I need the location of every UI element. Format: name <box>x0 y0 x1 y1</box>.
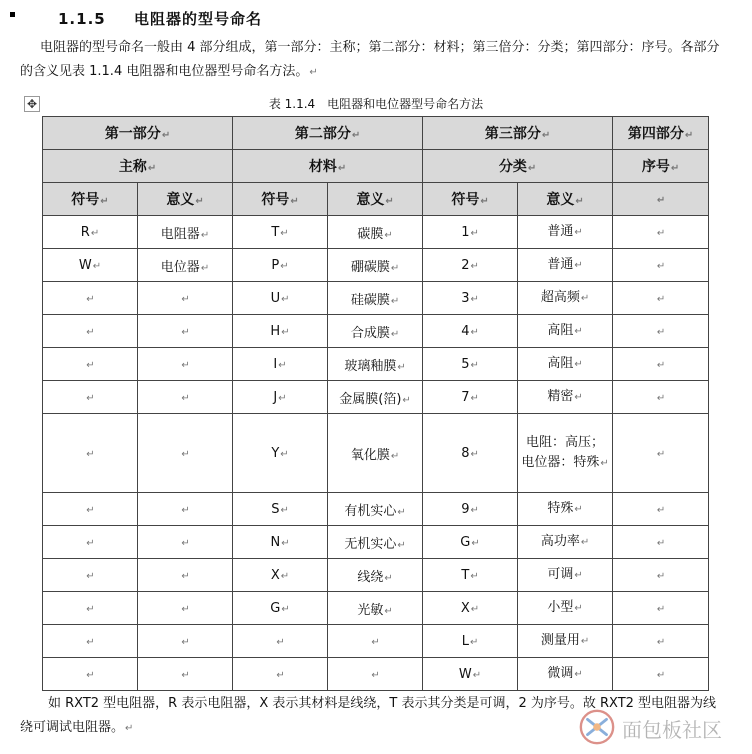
cell-meaning-2: ↵ <box>328 625 423 658</box>
cell-symbol-3: 2↵ <box>423 249 518 282</box>
cell-meaning-1: ↵ <box>138 559 233 592</box>
table-caption: 表 1.1.4 电阻器和电位器型号命名方法 <box>268 97 484 111</box>
table-row <box>43 414 709 493</box>
cell-meaning-3: 电阻：高压；电位器：特殊↵ <box>518 414 613 493</box>
cell-symbol-2: Y↵ <box>233 414 328 493</box>
cell-meaning-2: 硼碳膜↵ <box>328 249 423 282</box>
section-number: 1.1.5 <box>58 10 106 28</box>
cell-symbol-2: P↵ <box>233 249 328 282</box>
cell-meaning-1: ↵ <box>138 592 233 625</box>
watermark-text: 面包板社区 <box>622 718 722 742</box>
cell-meaning-3: 精密↵ <box>518 381 613 414</box>
cell-meaning-1: 电阻器↵ <box>138 216 233 249</box>
col-header-symbol-2: 符号↵ <box>233 183 328 216</box>
cell-symbol-3: 1↵ <box>423 216 518 249</box>
cell-meaning-2: 合成膜↵ <box>328 315 423 348</box>
cell-meaning-2: 光敏↵ <box>328 592 423 625</box>
table-row <box>43 216 709 249</box>
cell-symbol-1: ↵ <box>43 381 138 414</box>
table-row <box>43 282 709 315</box>
cell-sequence: ↵ <box>613 315 709 348</box>
col-header-sequence: ↵ <box>613 183 709 216</box>
cell-symbol-2: J↵ <box>233 381 328 414</box>
section-title: 电阻器的型号命名 <box>133 10 262 28</box>
cell-meaning-1: ↵ <box>138 282 233 315</box>
cell-meaning-1: ↵ <box>138 493 233 526</box>
cell-symbol-1: ↵ <box>43 625 138 658</box>
paragraph-mark-icon: ↵ <box>125 723 134 734</box>
cell-symbol-2: X↵ <box>233 559 328 592</box>
cell-meaning-2: 氧化膜↵ <box>328 414 423 493</box>
cell-symbol-2: G↵ <box>233 592 328 625</box>
part-3-name: 分类↵ <box>423 150 613 183</box>
cell-meaning-2: 金属膜(箔)↵ <box>328 381 423 414</box>
part-4-name: 序号↵ <box>613 150 709 183</box>
table-row <box>43 625 709 658</box>
cell-meaning-3: 高功率↵ <box>518 526 613 559</box>
example-text: 如 RXT2 型电阻器，R 表示电阻器，X 表示其材料是线绕，T 表示其分类是可调，2 为序号。故 RXT2 型电阻器为线绕可调试电阻器。 <box>20 696 717 735</box>
cell-symbol-2: ↵ <box>233 625 328 658</box>
column-header-row <box>43 183 709 216</box>
cell-meaning-1: ↵ <box>138 658 233 691</box>
cell-symbol-2: U↵ <box>233 282 328 315</box>
table-move-handle-icon[interactable]: ✥ <box>24 96 40 112</box>
cell-sequence: ↵ <box>613 249 709 282</box>
cell-sequence: ↵ <box>613 216 709 249</box>
cell-sequence: ↵ <box>613 282 709 315</box>
cell-meaning-3: 高阻↵ <box>518 348 613 381</box>
col-header-symbol-1: 符号↵ <box>43 183 138 216</box>
cell-symbol-3: X↵ <box>423 592 518 625</box>
cell-sequence: ↵ <box>613 658 709 691</box>
cell-sequence: ↵ <box>613 493 709 526</box>
intro-paragraph <box>20 36 720 85</box>
cell-meaning-1: ↵ <box>138 526 233 559</box>
table-row <box>43 348 709 381</box>
cell-meaning-2: 线绕↵ <box>328 559 423 592</box>
cell-symbol-3: L↵ <box>423 625 518 658</box>
cell-meaning-1: ↵ <box>138 315 233 348</box>
cell-symbol-2: I↵ <box>233 348 328 381</box>
cell-meaning-2: 玻璃釉膜↵ <box>328 348 423 381</box>
cell-symbol-1: R↵ <box>43 216 138 249</box>
cell-sequence: ↵ <box>613 559 709 592</box>
cell-sequence: ↵ <box>613 592 709 625</box>
cell-symbol-1: ↵ <box>43 526 138 559</box>
part-name-row <box>43 150 709 183</box>
col-header-symbol-3: 符号↵ <box>423 183 518 216</box>
cell-symbol-1: ↵ <box>43 592 138 625</box>
cell-meaning-2: 碳膜↵ <box>328 216 423 249</box>
cell-symbol-3: 5↵ <box>423 348 518 381</box>
cell-symbol-1: ↵ <box>43 493 138 526</box>
square-bullet-icon <box>10 12 15 17</box>
cell-meaning-2: 无机实心↵ <box>328 526 423 559</box>
resistor-naming-table <box>42 116 709 691</box>
cell-meaning-2: ↵ <box>328 658 423 691</box>
cell-symbol-3: 3↵ <box>423 282 518 315</box>
cell-symbol-2: S↵ <box>233 493 328 526</box>
table-row <box>43 381 709 414</box>
col-header-meaning-3: 意义↵ <box>518 183 613 216</box>
cell-symbol-1: W↵ <box>43 249 138 282</box>
intro-text: 电阻器的型号命名一般由 4 部分组成，第一部分：主称；第二部分：材料；第三倍分：分类；第四部分：序号。各部分的含义见表 1.1.4 电阻器和电位器型号命名方法。 <box>20 40 720 79</box>
cell-symbol-2: H↵ <box>233 315 328 348</box>
cell-sequence: ↵ <box>613 625 709 658</box>
table-row <box>43 592 709 625</box>
col-header-meaning-2: 意义↵ <box>328 183 423 216</box>
mianbaoban-logo-icon <box>578 708 616 746</box>
cell-meaning-3: 特殊↵ <box>518 493 613 526</box>
cell-meaning-2: 有机实心↵ <box>328 493 423 526</box>
cell-symbol-3: 8↵ <box>423 414 518 493</box>
cell-meaning-1: ↵ <box>138 625 233 658</box>
cell-symbol-2: ↵ <box>233 658 328 691</box>
part-3-header: 第三部分↵ <box>423 117 613 150</box>
cell-symbol-1: ↵ <box>43 282 138 315</box>
cell-symbol-3: W↵ <box>423 658 518 691</box>
cell-symbol-2: T↵ <box>233 216 328 249</box>
cell-symbol-1: ↵ <box>43 348 138 381</box>
table-row <box>43 493 709 526</box>
table-row <box>43 559 709 592</box>
cell-meaning-3: 普通↵ <box>518 216 613 249</box>
site-watermark <box>578 706 744 748</box>
cell-symbol-3: 4↵ <box>423 315 518 348</box>
cell-symbol-1: ↵ <box>43 559 138 592</box>
part-2-header: 第二部分↵ <box>233 117 423 150</box>
cell-sequence: ↵ <box>613 414 709 493</box>
cell-symbol-3: 9↵ <box>423 493 518 526</box>
cell-sequence: ↵ <box>613 381 709 414</box>
cell-symbol-3: G↵ <box>423 526 518 559</box>
cell-meaning-3: 普通↵ <box>518 249 613 282</box>
cell-sequence: ↵ <box>613 348 709 381</box>
table-row <box>43 315 709 348</box>
cell-symbol-2: N↵ <box>233 526 328 559</box>
cell-sequence: ↵ <box>613 526 709 559</box>
cell-symbol-1: ↵ <box>43 414 138 493</box>
table-row <box>43 658 709 691</box>
cell-symbol-1: ↵ <box>43 658 138 691</box>
table-row <box>43 526 709 559</box>
cell-meaning-1: ↵ <box>138 348 233 381</box>
paragraph-mark-icon: ↵ <box>309 67 318 78</box>
table-row <box>43 249 709 282</box>
part-4-header: 第四部分↵ <box>613 117 709 150</box>
cell-meaning-3: 超高频↵ <box>518 282 613 315</box>
cell-meaning-1: ↵ <box>138 381 233 414</box>
part-1-header: 第一部分↵ <box>43 117 233 150</box>
col-header-meaning-1: 意义↵ <box>138 183 233 216</box>
cell-meaning-3: 小型↵ <box>518 592 613 625</box>
cell-meaning-3: 微调↵ <box>518 658 613 691</box>
cell-meaning-2: 硅碳膜↵ <box>328 282 423 315</box>
cell-symbol-3: T↵ <box>423 559 518 592</box>
part-2-name: 材料↵ <box>233 150 423 183</box>
cell-symbol-1: ↵ <box>43 315 138 348</box>
cell-meaning-1: 电位器↵ <box>138 249 233 282</box>
cell-meaning-3: 可调↵ <box>518 559 613 592</box>
cell-meaning-1: ↵ <box>138 414 233 493</box>
cell-meaning-3: 高阻↵ <box>518 315 613 348</box>
part-1-name: 主称↵ <box>43 150 233 183</box>
cell-symbol-3: 7↵ <box>423 381 518 414</box>
section-heading <box>58 8 262 29</box>
cell-meaning-3: 测量用↵ <box>518 625 613 658</box>
part-header-row <box>43 117 709 150</box>
